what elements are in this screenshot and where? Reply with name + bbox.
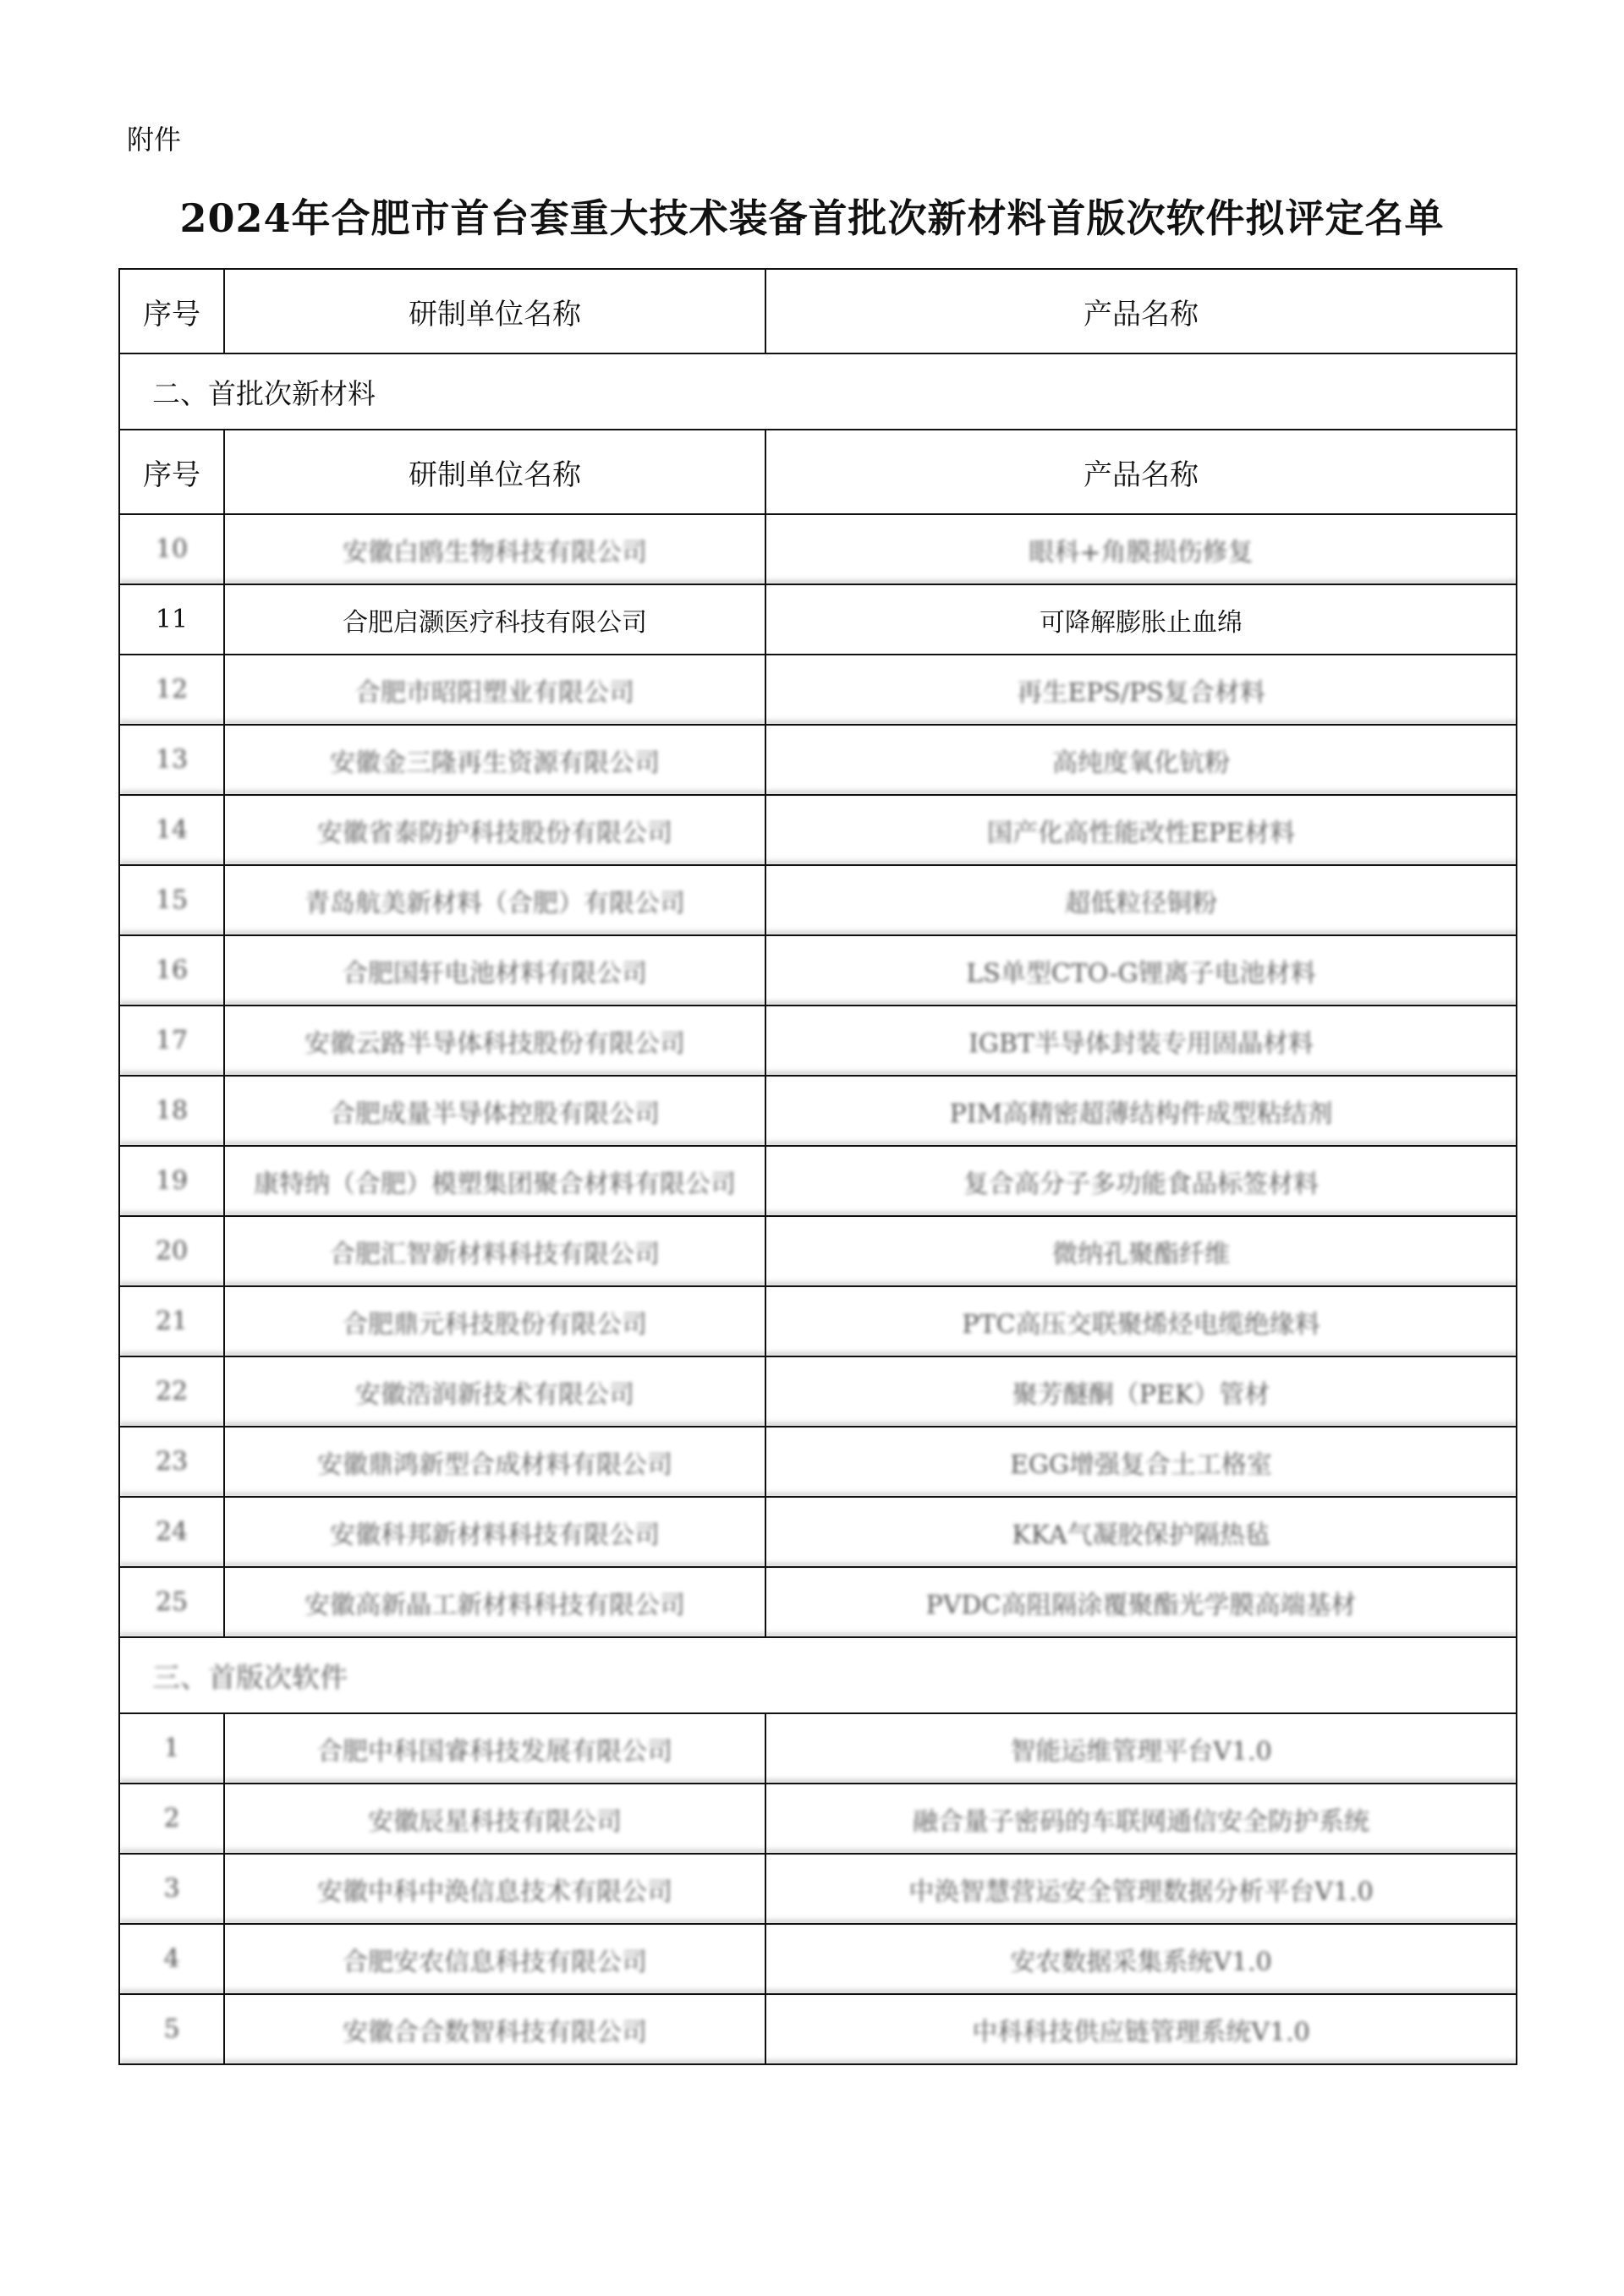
row-product: IGBT半导体封装专用固晶材料: [765, 1006, 1517, 1076]
row-index: 14: [119, 795, 224, 865]
table-row: [119, 865, 1517, 935]
table-header-row: [119, 269, 1517, 353]
table-row: [119, 514, 1517, 584]
row-company: 安徽白鸥生物科技有限公司: [224, 514, 765, 584]
row-product: 安农数据采集系统V1.0: [765, 1924, 1517, 1994]
section-heading-text: 二、首批次新材料: [119, 353, 1517, 430]
row-index: 4: [119, 1924, 224, 1994]
header-index: 序号: [119, 269, 224, 353]
row-company: 安徽高新晶工新材料科技有限公司: [224, 1567, 765, 1637]
table-row: [119, 1216, 1517, 1286]
table-row: [119, 584, 1517, 655]
header-product: 产品名称: [765, 430, 1517, 514]
table-row: [119, 1427, 1517, 1497]
row-product: 高纯度氧化钪粉: [765, 725, 1517, 795]
table-row: [119, 725, 1517, 795]
row-index: 2: [119, 1784, 224, 1854]
table-row: [119, 1924, 1517, 1994]
row-index: 20: [119, 1216, 224, 1286]
table-row: [119, 1567, 1517, 1637]
row-product: PVDC高阻隔涂覆聚酯光学膜高端基材: [765, 1567, 1517, 1637]
table-row: [119, 935, 1517, 1006]
document-title: 2024年合肥市首台套重大技术装备首批次新材料首版次软件拟评定名单: [179, 195, 1445, 241]
table-row: [119, 1146, 1517, 1216]
row-index: 23: [119, 1427, 224, 1497]
row-index: 11: [119, 584, 224, 655]
approval-list-table: [118, 268, 1517, 2065]
row-company: 合肥市昭阳塑业有限公司: [224, 655, 765, 725]
row-index: 22: [119, 1356, 224, 1427]
row-company: 合肥成量半导体控股有限公司: [224, 1076, 765, 1146]
row-company: 安徽鼎鸿新型合成材料有限公司: [224, 1427, 765, 1497]
row-index: 21: [119, 1286, 224, 1356]
table-header-row: [119, 430, 1517, 514]
row-product: 微纳孔聚酯纤维: [765, 1216, 1517, 1286]
row-product: 超低粒径铜粉: [765, 865, 1517, 935]
row-company: 安徽辰星科技有限公司: [224, 1784, 765, 1854]
row-product: 眼科+角膜损伤修复: [765, 514, 1517, 584]
row-index: 3: [119, 1854, 224, 1924]
row-company: 安徽省泰防护科技股份有限公司: [224, 795, 765, 865]
row-product: 复合高分子多功能食品标签材料: [765, 1146, 1517, 1216]
row-product: 融合量子密码的车联网通信安全防护系统: [765, 1784, 1517, 1854]
row-product: 可降解膨胀止血绵: [765, 584, 1517, 655]
row-index: 18: [119, 1076, 224, 1146]
table-row: [119, 655, 1517, 725]
row-company: 合肥中科国睿科技发展有限公司: [224, 1713, 765, 1784]
row-product: 中科科技供应链管理系统V1.0: [765, 1994, 1517, 2064]
row-company: 合肥国轩电池材料有限公司: [224, 935, 765, 1006]
row-product: 中涣智慧营运安全管理数据分析平台V1.0: [765, 1854, 1517, 1924]
row-company: 安徽合合数智科技有限公司: [224, 1994, 765, 2064]
header-product: 产品名称: [765, 269, 1517, 353]
row-company: 安徽金三隆再生资源有限公司: [224, 725, 765, 795]
row-company: 安徽云路半导体科技股份有限公司: [224, 1006, 765, 1076]
row-product: KKA气凝胶保护隔热毡: [765, 1497, 1517, 1567]
row-product: PTC高压交联聚烯烃电缆绝缘料: [765, 1286, 1517, 1356]
header-company: 研制单位名称: [224, 430, 765, 514]
row-company: 安徽浩润新技术有限公司: [224, 1356, 765, 1427]
row-company: 合肥启灏医疗科技有限公司: [224, 584, 765, 655]
row-company: 安徽科邦新材料科技有限公司: [224, 1497, 765, 1567]
row-index: 5: [119, 1994, 224, 2064]
row-product: 聚芳醚酮（PEK）管材: [765, 1356, 1517, 1427]
row-company: 安徽中科中涣信息技术有限公司: [224, 1854, 765, 1924]
header-index: 序号: [119, 430, 224, 514]
row-index: 24: [119, 1497, 224, 1567]
table-row: [119, 1356, 1517, 1427]
table-row: [119, 1076, 1517, 1146]
row-product: LS单型CTO-G锂离子电池材料: [765, 935, 1517, 1006]
table-row: [119, 1497, 1517, 1567]
section-heading-software: [119, 1637, 1517, 1713]
row-index: 25: [119, 1567, 224, 1637]
row-index: 13: [119, 725, 224, 795]
section-heading-materials: [119, 353, 1517, 430]
table-row: [119, 1784, 1517, 1854]
row-index: 12: [119, 655, 224, 725]
table-row: [119, 795, 1517, 865]
table-row: [119, 1854, 1517, 1924]
section-heading-text: 三、首版次软件: [119, 1637, 1517, 1713]
row-index: 19: [119, 1146, 224, 1216]
row-company: 康特纳（合肥）模塑集团聚合材料有限公司: [224, 1146, 765, 1216]
row-index: 15: [119, 865, 224, 935]
row-index: 17: [119, 1006, 224, 1076]
attachment-label: 附件: [127, 123, 182, 156]
row-index: 1: [119, 1713, 224, 1784]
row-company: 合肥鼎元科技股份有限公司: [224, 1286, 765, 1356]
row-index: 16: [119, 935, 224, 1006]
row-company: 合肥汇智新材料科技有限公司: [224, 1216, 765, 1286]
row-product: EGG增强复合土工格室: [765, 1427, 1517, 1497]
row-company: 青岛航美新材料（合肥）有限公司: [224, 865, 765, 935]
table-row: [119, 1286, 1517, 1356]
row-product: 再生EPS/PS复合材料: [765, 655, 1517, 725]
row-company: 合肥安农信息科技有限公司: [224, 1924, 765, 1994]
table-row: [119, 1006, 1517, 1076]
row-product: 国产化高性能改性EPE材料: [765, 795, 1517, 865]
row-index: 10: [119, 514, 224, 584]
row-product: PIM高精密超薄结构件成型粘结剂: [765, 1076, 1517, 1146]
table-row: [119, 1713, 1517, 1784]
header-company: 研制单位名称: [224, 269, 765, 353]
table-row: [119, 1994, 1517, 2064]
row-product: 智能运维管理平台V1.0: [765, 1713, 1517, 1784]
